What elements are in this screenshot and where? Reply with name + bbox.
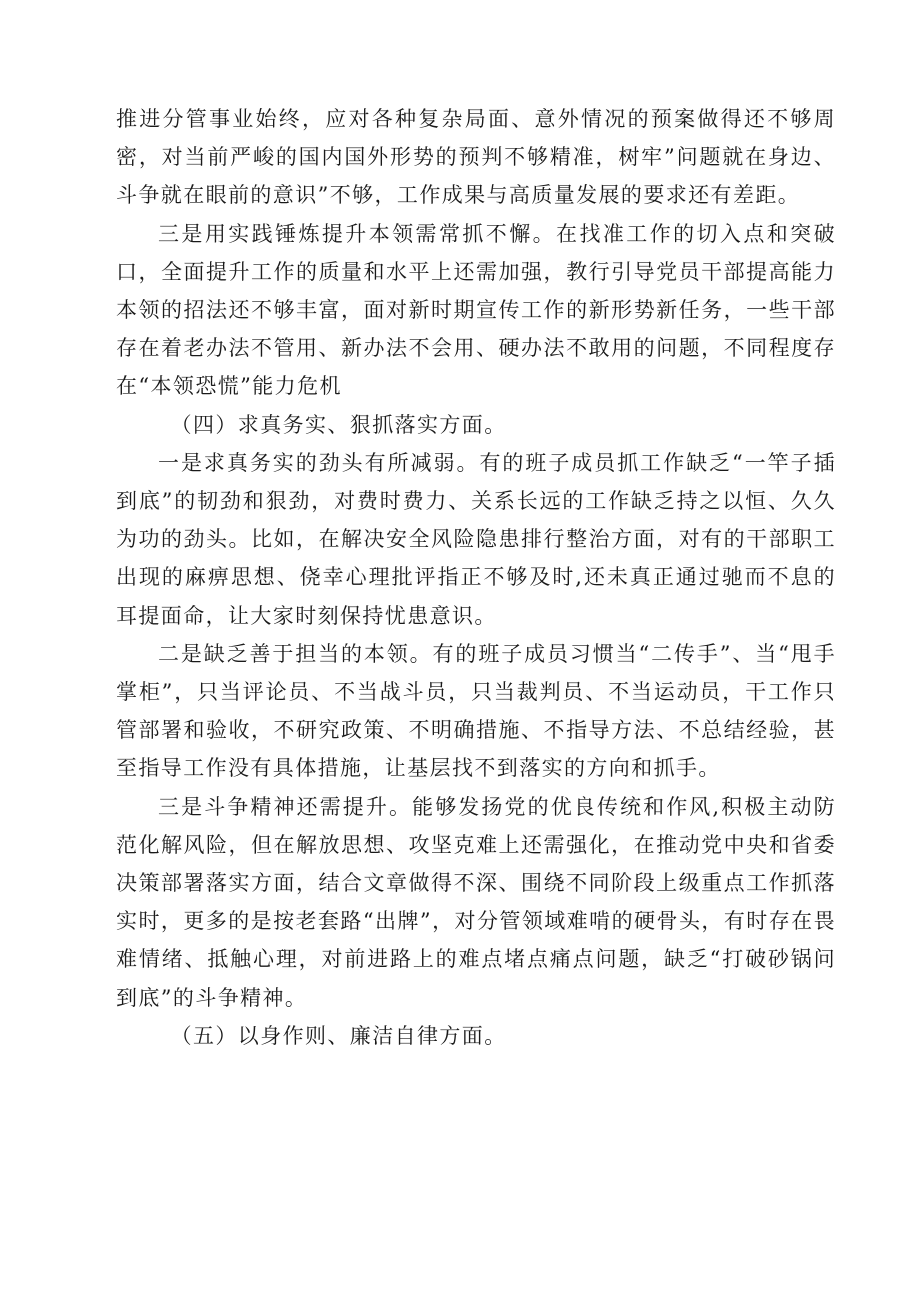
paragraph-point-two-responsibility: 二是缺乏善于担当的本领。有的班子成员习惯当“二传手”、当“甩手掌柜”，只当评论员、不当战斗员，只当裁判员、不当运动员，干工作只管部署和验收，不研究政策、不明确措施、不指导方法、不总结经验，甚至指导工作没有具体措施，让基层找不到落实的方向和抓手。 xyxy=(116,641,836,781)
paragraph-point-three-struggle: 三是斗争精神还需提升。能够发扬党的优良传统和作风,积极主动防范化解风险，但在解放思想、攻坚克难上还需强化，在推动党中央和省委决策部署落实方面，结合文章做得不深、围绕不同阶段上级重点工作抓落实时，更多的是按老套路“出牌”，对分管领域难啃的硬骨头，有时存在畏难情绪、抵触心理，对前进路上的难点堵点痛点问题，缺乏“打破砂锅问到底”的斗争精神。 xyxy=(116,794,836,1010)
paragraph-point-one-drive: 一是求真务实的劲头有所减弱。有的班子成员抓工作缺乏“一竿子插到底”的韧劲和狠劲，对费时费力、关系长远的工作缺乏持之以恒、久久为功的劲头。比如，在解决安全风险隐患排行整治方面，对有的干部职工出现的麻痹思想、侥幸心理批评指正不够及时,还未真正通过驰而不息的耳提面命，让大家时刻保持忧患意识。 xyxy=(116,450,836,628)
paragraph-continuation: 推进分管事业始终，应对各种复杂局面、意外情况的预案做得还不够周密，对当前严峻的国内国外形势的预判不够精准，树牢”问题就在身边、斗争就在眼前的意识”不够，工作成果与高质量发展的要求还有差距。 xyxy=(116,107,836,208)
section-heading-four: （四）求真务实、狠抓落实方面。 xyxy=(170,412,507,437)
document-body xyxy=(116,100,836,1055)
paragraph-point-three-skills: 三是用实践锤炼提升本领需常抓不懈。在找准工作的切入点和突破口，全面提升工作的质量和水平上还需加强，教行引导党员干部提高能力本领的招法还不够丰富，面对新时期宣传工作的新形势新任务，一些干部存在着老办法不管用、新办法不会用、硬办法不敢用的问题，不同程度存在“本领恐慌”能力危机 xyxy=(116,221,836,399)
section-heading-five: （五）以身作则、廉洁自律方面。 xyxy=(170,1023,507,1048)
